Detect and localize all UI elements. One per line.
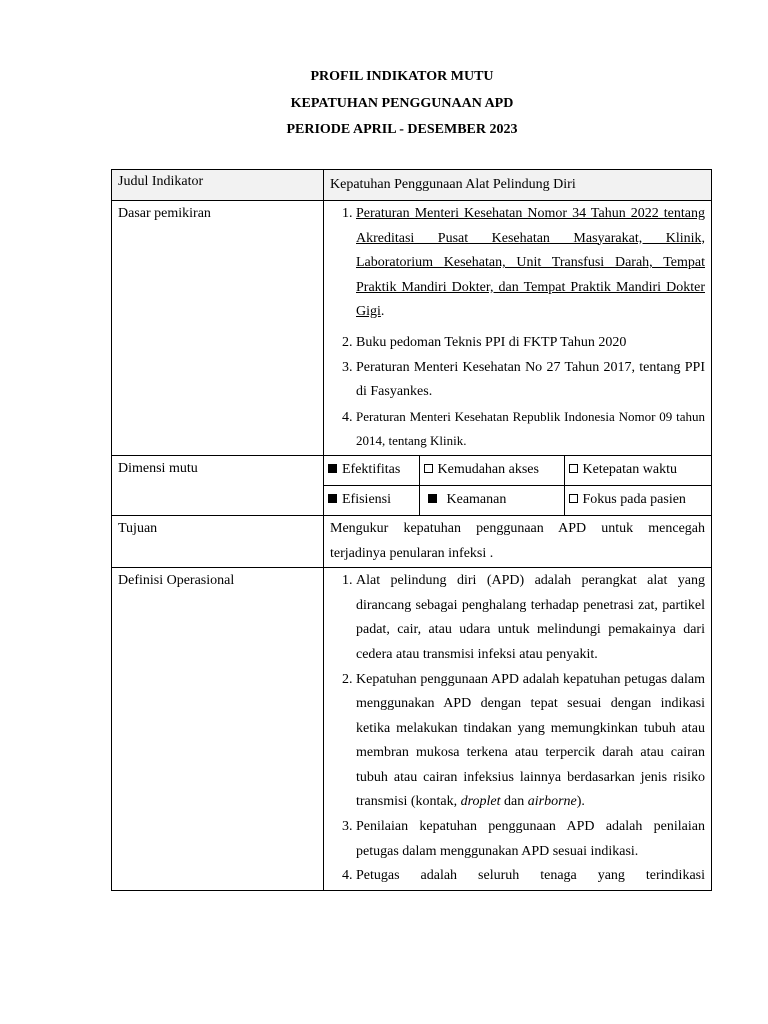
row-label: Dimensi mutu xyxy=(112,455,324,515)
list-item: 2. Kepatuhan penggunaan APD adalah kepatuhan petugas dalam menggunakan APD dengan tepat sesuai dengan indikasi ketika melakukan tindakan yang memungkinkan tubuh atau membran mukosa terkena atau terpercik darah atau cairan tubuh atau cairan infeksius lainnya berdasarkan jenis risiko transmisi (kontak, droplet dan airborne). xyxy=(356,668,705,816)
row-value xyxy=(324,455,712,515)
row-judul-indikator xyxy=(112,170,712,201)
checkbox-icon xyxy=(569,464,578,473)
document-period: PERIODE APRIL - DESEMBER 2023 xyxy=(286,122,518,137)
option-efisiensi: Efisiensi xyxy=(324,485,419,515)
option-keamanan: Keamanan xyxy=(419,485,564,515)
document-title: PROFIL INDIKATOR MUTU xyxy=(310,69,494,84)
checkbox-icon xyxy=(569,494,578,503)
definisi-list xyxy=(330,569,705,889)
row-label: Definisi Operasional xyxy=(112,568,324,891)
list-item: 3. Penilaian kepatuhan penggunaan APD adalah penilaian petugas dalam menggunakan APD sesuai indikasi. xyxy=(356,815,705,864)
list-item: 3. Peraturan Menteri Kesehatan No 27 Tahun 2017, tentang PPI di Fasyankes. xyxy=(356,356,705,405)
row-definisi-operasional xyxy=(112,568,712,891)
checkbox-icon xyxy=(424,464,433,473)
indicator-profile-table xyxy=(111,169,712,891)
row-value: Kepatuhan Penggunaan Alat Pelindung Diri xyxy=(324,170,712,201)
row-label: Judul Indikator xyxy=(112,170,324,201)
option-fokus-pada-pasien: Fokus pada pasien xyxy=(564,485,712,515)
checkbox-icon xyxy=(428,494,437,503)
list-item: 1. Alat pelindung diri (APD) adalah perangkat alat yang dirancang sebagai penghalang terhadap penetrasi zat, partikel padat, cair, atau udara untuk melindungi pemakainya dari cedera atau transmisi infeksi atau penyakit. xyxy=(356,569,705,667)
list-item: 4. Peraturan Menteri Kesehatan Republik Indonesia Nomor 09 tahun 2014, tentang Klinik. xyxy=(356,405,705,454)
dasar-list xyxy=(330,202,705,454)
list-item: 2. Buku pedoman Teknis PPI di FKTP Tahun 2020 xyxy=(356,331,705,356)
option-efektifitas: Efektifitas xyxy=(324,456,419,486)
option-kemudahan-akses: Kemudahan akses xyxy=(419,456,564,486)
list-item: 4. Petugas adalah seluruh tenaga yang terindikasi xyxy=(356,864,705,889)
row-value xyxy=(324,568,712,891)
option-ketepatan-waktu: Ketepatan waktu xyxy=(564,456,712,486)
row-value: Mengukur kepatuhan penggunaan APD untuk mencegah terjadinya penularan infeksi . xyxy=(324,515,712,567)
list-item: 1. Peraturan Menteri Kesehatan Nomor 34 Tahun 2022 tentang Akreditasi Pusat Kesehatan Masyarakat, Klinik, Laboratorium Kesehatan, Unit Transfusi Darah, Tempat Praktik Mandiri Dokter, dan Tempat Praktik Mandiri Dokter Gigi. xyxy=(356,202,705,325)
row-dasar-pemikiran xyxy=(112,201,712,456)
checkbox-icon xyxy=(328,494,337,503)
row-dimensi-mutu xyxy=(112,455,712,515)
row-tujuan xyxy=(112,515,712,567)
document-subtitle: KEPATUHAN PENGGUNAAN APD xyxy=(290,96,514,111)
row-value xyxy=(324,201,712,456)
dimensi-options xyxy=(324,456,712,515)
row-label: Tujuan xyxy=(112,515,324,567)
row-label: Dasar pemikiran xyxy=(112,201,324,456)
checkbox-icon xyxy=(328,464,337,473)
